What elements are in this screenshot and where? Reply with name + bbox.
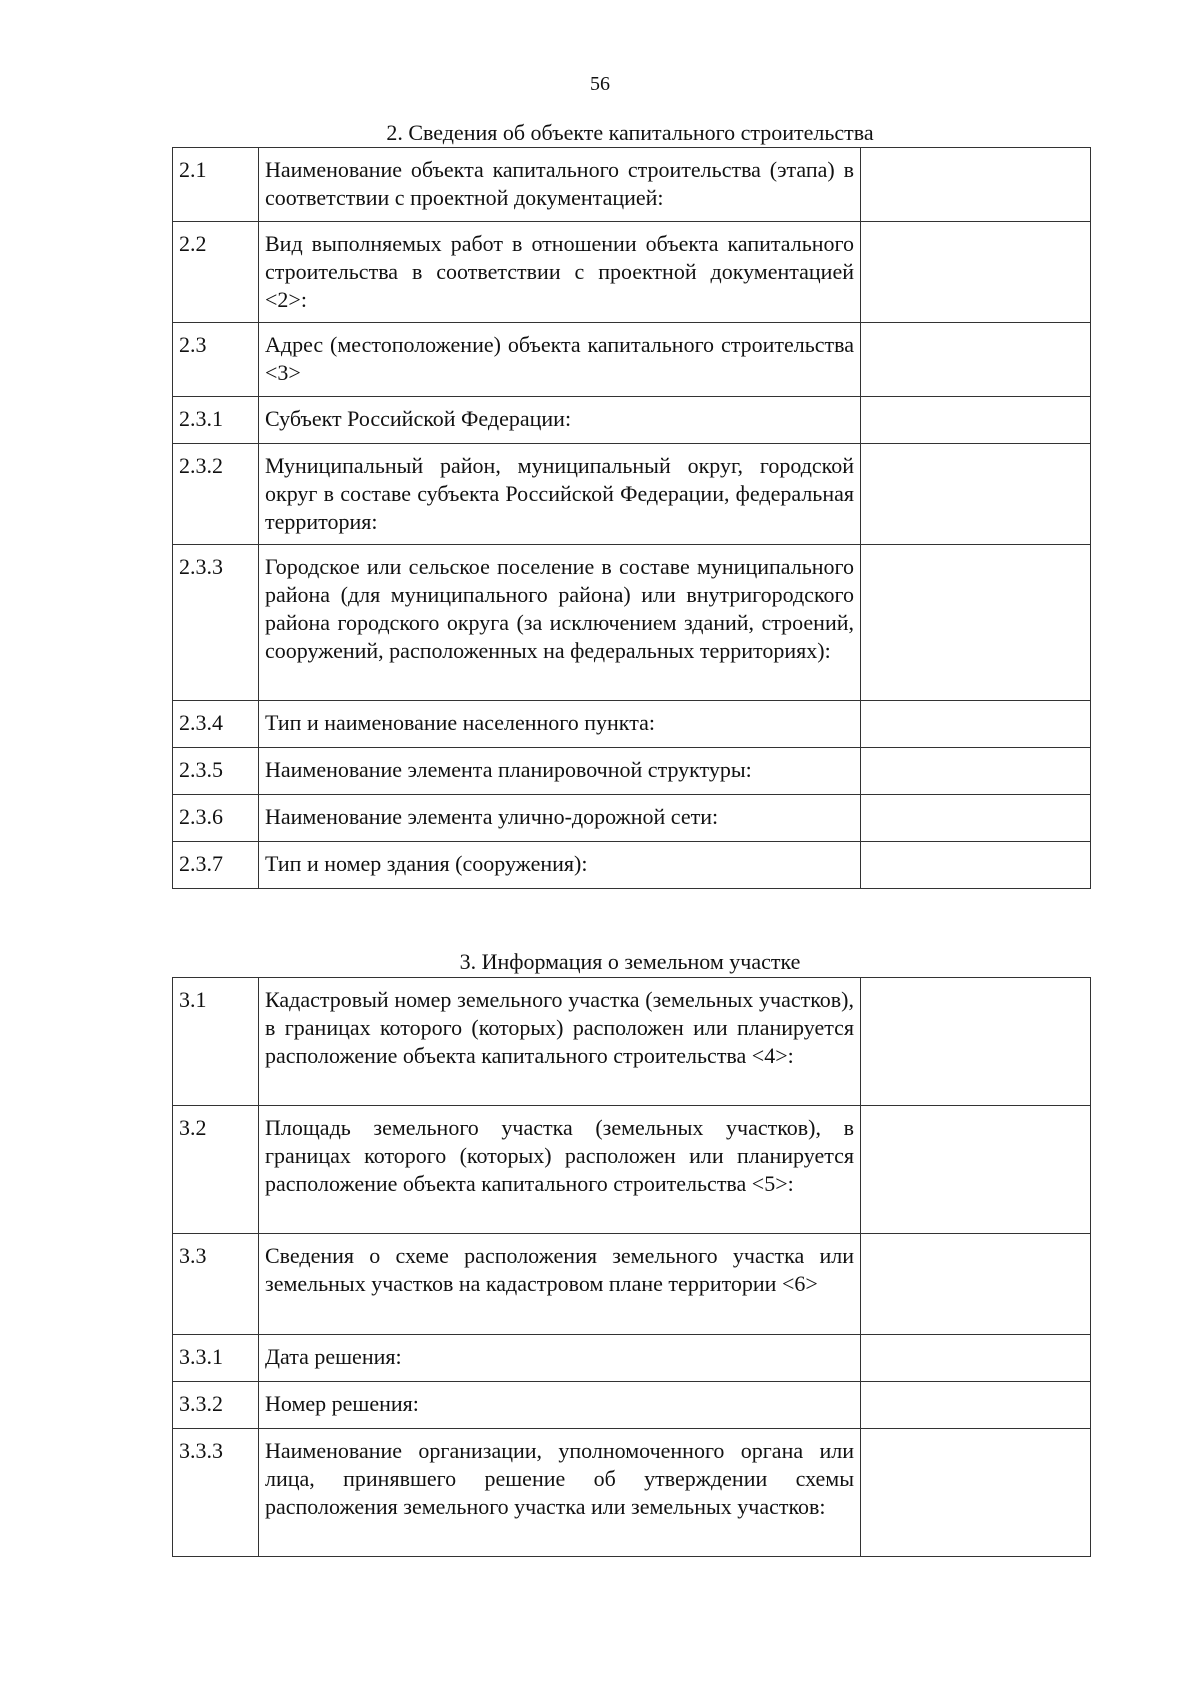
row-number: 3.3.2 — [173, 1382, 259, 1429]
field-label: Наименование элемента планировочной структуры: — [259, 748, 861, 795]
table-row — [173, 842, 1091, 889]
table-row — [173, 795, 1091, 842]
table-row — [173, 444, 1091, 545]
field-value-cell[interactable] — [861, 397, 1091, 444]
field-label: Площадь земельного участка (земельных участков), в границах которого (которых) расположен или планируется расположение объекта капитального строительства <5>: — [259, 1106, 861, 1234]
table-row — [173, 1234, 1091, 1335]
field-value-cell[interactable] — [861, 545, 1091, 701]
row-number: 2.3.3 — [173, 545, 259, 701]
table-row — [173, 1106, 1091, 1234]
field-label: Номер решения: — [259, 1382, 861, 1429]
table-row — [173, 978, 1091, 1106]
row-number: 3.1 — [173, 978, 259, 1106]
row-number: 2.3.6 — [173, 795, 259, 842]
field-label: Наименование организации, уполномоченного органа или лица, принявшего решение об утверждении схемы расположения земельного участка или земельных участков: — [259, 1429, 861, 1557]
section-title: 2. Сведения об объекте капитального строительства — [386, 120, 874, 145]
field-value-cell[interactable] — [861, 323, 1091, 397]
section-title: 3. Информация о земельном участке — [459, 949, 801, 974]
field-value-cell[interactable] — [861, 978, 1091, 1106]
field-value-cell[interactable] — [861, 148, 1091, 222]
field-label: Тип и номер здания (сооружения): — [259, 842, 861, 889]
land-plot-table — [172, 977, 1091, 1557]
row-number: 2.3.2 — [173, 444, 259, 545]
row-number: 2.3 — [173, 323, 259, 397]
field-label: Наименование элемента улично-дорожной сети: — [259, 795, 861, 842]
field-value-cell[interactable] — [861, 1429, 1091, 1557]
field-label: Адрес (местоположение) объекта капитального строительства <3> — [259, 323, 861, 397]
field-value-cell[interactable] — [861, 748, 1091, 795]
table-row — [173, 1335, 1091, 1382]
row-number: 2.1 — [173, 148, 259, 222]
field-value-cell[interactable] — [861, 1106, 1091, 1234]
field-value-cell[interactable] — [861, 444, 1091, 545]
table-row — [173, 545, 1091, 701]
row-number: 2.2 — [173, 222, 259, 323]
field-label: Тип и наименование населенного пункта: — [259, 701, 861, 748]
field-value-cell[interactable] — [861, 842, 1091, 889]
field-value-cell[interactable] — [861, 1382, 1091, 1429]
row-number: 3.3 — [173, 1234, 259, 1335]
row-number: 3.3.1 — [173, 1335, 259, 1382]
field-label: Муниципальный район, муниципальный округ, городской округ в составе субъекта Российской Федерации, федеральная территория: — [259, 444, 861, 545]
row-number: 2.3.5 — [173, 748, 259, 795]
page-number: 56 — [590, 73, 610, 95]
field-value-cell[interactable] — [861, 222, 1091, 323]
field-value-cell[interactable] — [861, 1335, 1091, 1382]
table-row — [173, 1382, 1091, 1429]
row-number: 3.3.3 — [173, 1429, 259, 1557]
field-label: Сведения о схеме расположения земельного участка или земельных участков на кадастровом плане территории <6> — [259, 1234, 861, 1335]
field-label: Дата решения: — [259, 1335, 861, 1382]
field-label: Субъект Российской Федерации: — [259, 397, 861, 444]
row-number: 3.2 — [173, 1106, 259, 1234]
row-number: 2.3.4 — [173, 701, 259, 748]
field-value-cell[interactable] — [861, 701, 1091, 748]
capital-construction-table — [172, 147, 1091, 889]
field-label: Кадастровый номер земельного участка (земельных участков), в границах которого (которых) расположен или планируется расположение объекта капитального строительства <4>: — [259, 978, 861, 1106]
table-row — [173, 222, 1091, 323]
table-row — [173, 323, 1091, 397]
table-row — [173, 701, 1091, 748]
table-row — [173, 397, 1091, 444]
table-row — [173, 148, 1091, 222]
row-number: 2.3.7 — [173, 842, 259, 889]
field-label: Вид выполняемых работ в отношении объекта капитального строительства в соответствии с проектной документацией <2>: — [259, 222, 861, 323]
field-value-cell[interactable] — [861, 795, 1091, 842]
table-row — [173, 1429, 1091, 1557]
field-label: Городское или сельское поселение в составе муниципального района (для муниципального района) или внутригородского района городского округа (за исключением зданий, строений, сооружений, расположенных на федеральных территориях): — [259, 545, 861, 701]
field-label: Наименование объекта капитального строительства (этапа) в соответствии с проектной документацией: — [259, 148, 861, 222]
row-number: 2.3.1 — [173, 397, 259, 444]
field-value-cell[interactable] — [861, 1234, 1091, 1335]
table-row — [173, 748, 1091, 795]
